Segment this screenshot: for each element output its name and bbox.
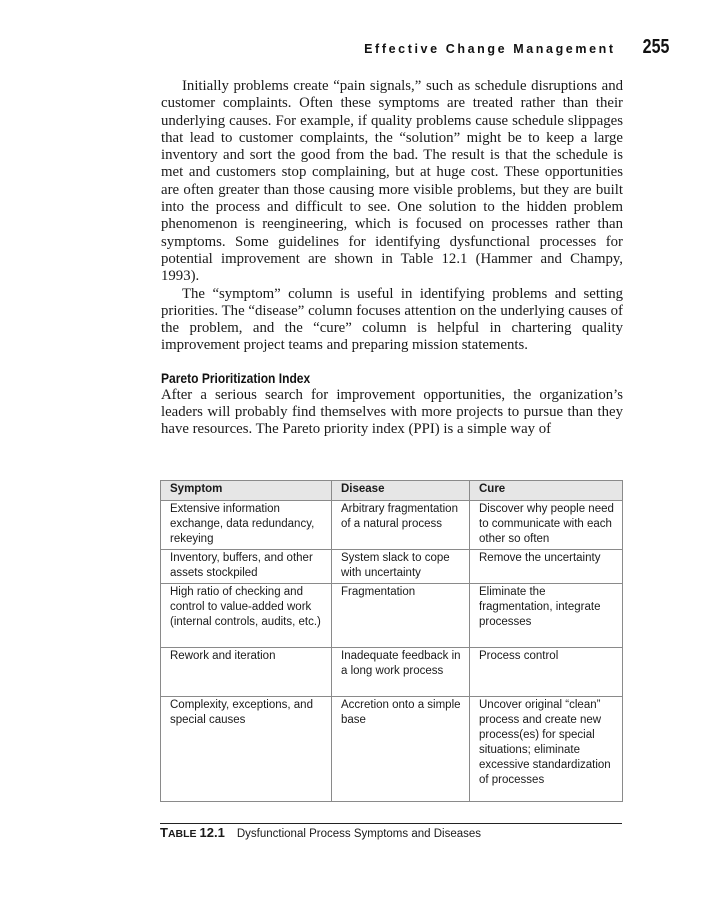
cure-cell: Process control: [470, 648, 623, 697]
section-heading: Pareto Prioritization Index: [161, 369, 311, 386]
table-row: [161, 697, 623, 802]
running-head-title: Effective Change Management: [364, 42, 616, 56]
symptom-disease-cure-table: [160, 480, 623, 802]
paragraph: Initially problems create “pain signals,” such as schedule disruptions and customer complaints. Often these symptoms are treated rather than their underlying causes. For example, if quality problems cause schedule slippages that lead to customer complaints, the “solution” might be to keep a large inventory and sort the good from the bad. The result is that the schedule is met and customers stop complaining, but at huge cost. These opportunities are often greater than those causing more visible problems, but they are built into the process and difficult to see. One solution to the hidden problem phenomenon is reengineering, which is focused on processes rather than symptoms. Some guidelines for identifying dysfunctional processes for potential improvement are shown in Table 12.1 (Hammer and Champy, 1993).: [161, 78, 623, 285]
paragraph: The “symptom” column is useful in identifying problems and setting priorities. The “disease” column focuses attention on the underlying causes of the problem, and the “cure” column is helpful in chartering quality improvement project teams and preparing mission statements.: [161, 285, 623, 354]
header-symptom: Symptom: [161, 481, 332, 501]
page-number: 255: [642, 36, 669, 58]
body-text: [161, 78, 623, 439]
table-caption: [160, 825, 481, 840]
cure-cell: Eliminate the fragmentation, integrate processes: [470, 584, 623, 648]
cure-cell: Discover why people need to communicate with each other so often: [470, 501, 623, 550]
paragraph: After a serious search for improvement opportunities, the organization’s leaders will probably find themselves with more projects to pursue than they have resources. The Pareto priority index (PPI) is a simple way of: [161, 386, 623, 438]
symptom-cell: Rework and iteration: [161, 648, 332, 697]
cure-cell: Uncover original “clean” process and create new process(es) for special situations; eliminate excessive standardization of processes: [470, 697, 623, 802]
caption-label: TABLE: [160, 825, 197, 840]
symptom-cell: Complexity, exceptions, and special causes: [161, 697, 332, 802]
disease-cell: System slack to cope with uncertainty: [332, 550, 470, 584]
header-cure: Cure: [470, 481, 623, 501]
symptom-cell: Inventory, buffers, and other assets stockpiled: [161, 550, 332, 584]
table-row: [161, 648, 623, 697]
disease-cell: Accretion onto a simple base: [332, 697, 470, 802]
disease-cell: Arbitrary fragmentation of a natural process: [332, 501, 470, 550]
disease-cell: Inadequate feedback in a long work process: [332, 648, 470, 697]
table-row: [161, 550, 623, 584]
symptom-cell: High ratio of checking and control to value-added work (internal controls, audits, etc.): [161, 584, 332, 648]
caption-number: 12.1: [199, 825, 225, 840]
table-header-row: [161, 481, 623, 501]
caption-text: Dysfunctional Process Symptoms and Diseases: [236, 828, 482, 840]
symptom-cell: Extensive information exchange, data redundancy, rekeying: [161, 501, 332, 550]
table-row: [161, 501, 623, 550]
disease-cell: Fragmentation: [332, 584, 470, 648]
table-row: [161, 584, 623, 648]
running-head: [364, 36, 669, 58]
header-disease: Disease: [332, 481, 470, 501]
cure-cell: Remove the uncertainty: [470, 550, 623, 584]
caption-rule: [160, 823, 622, 824]
